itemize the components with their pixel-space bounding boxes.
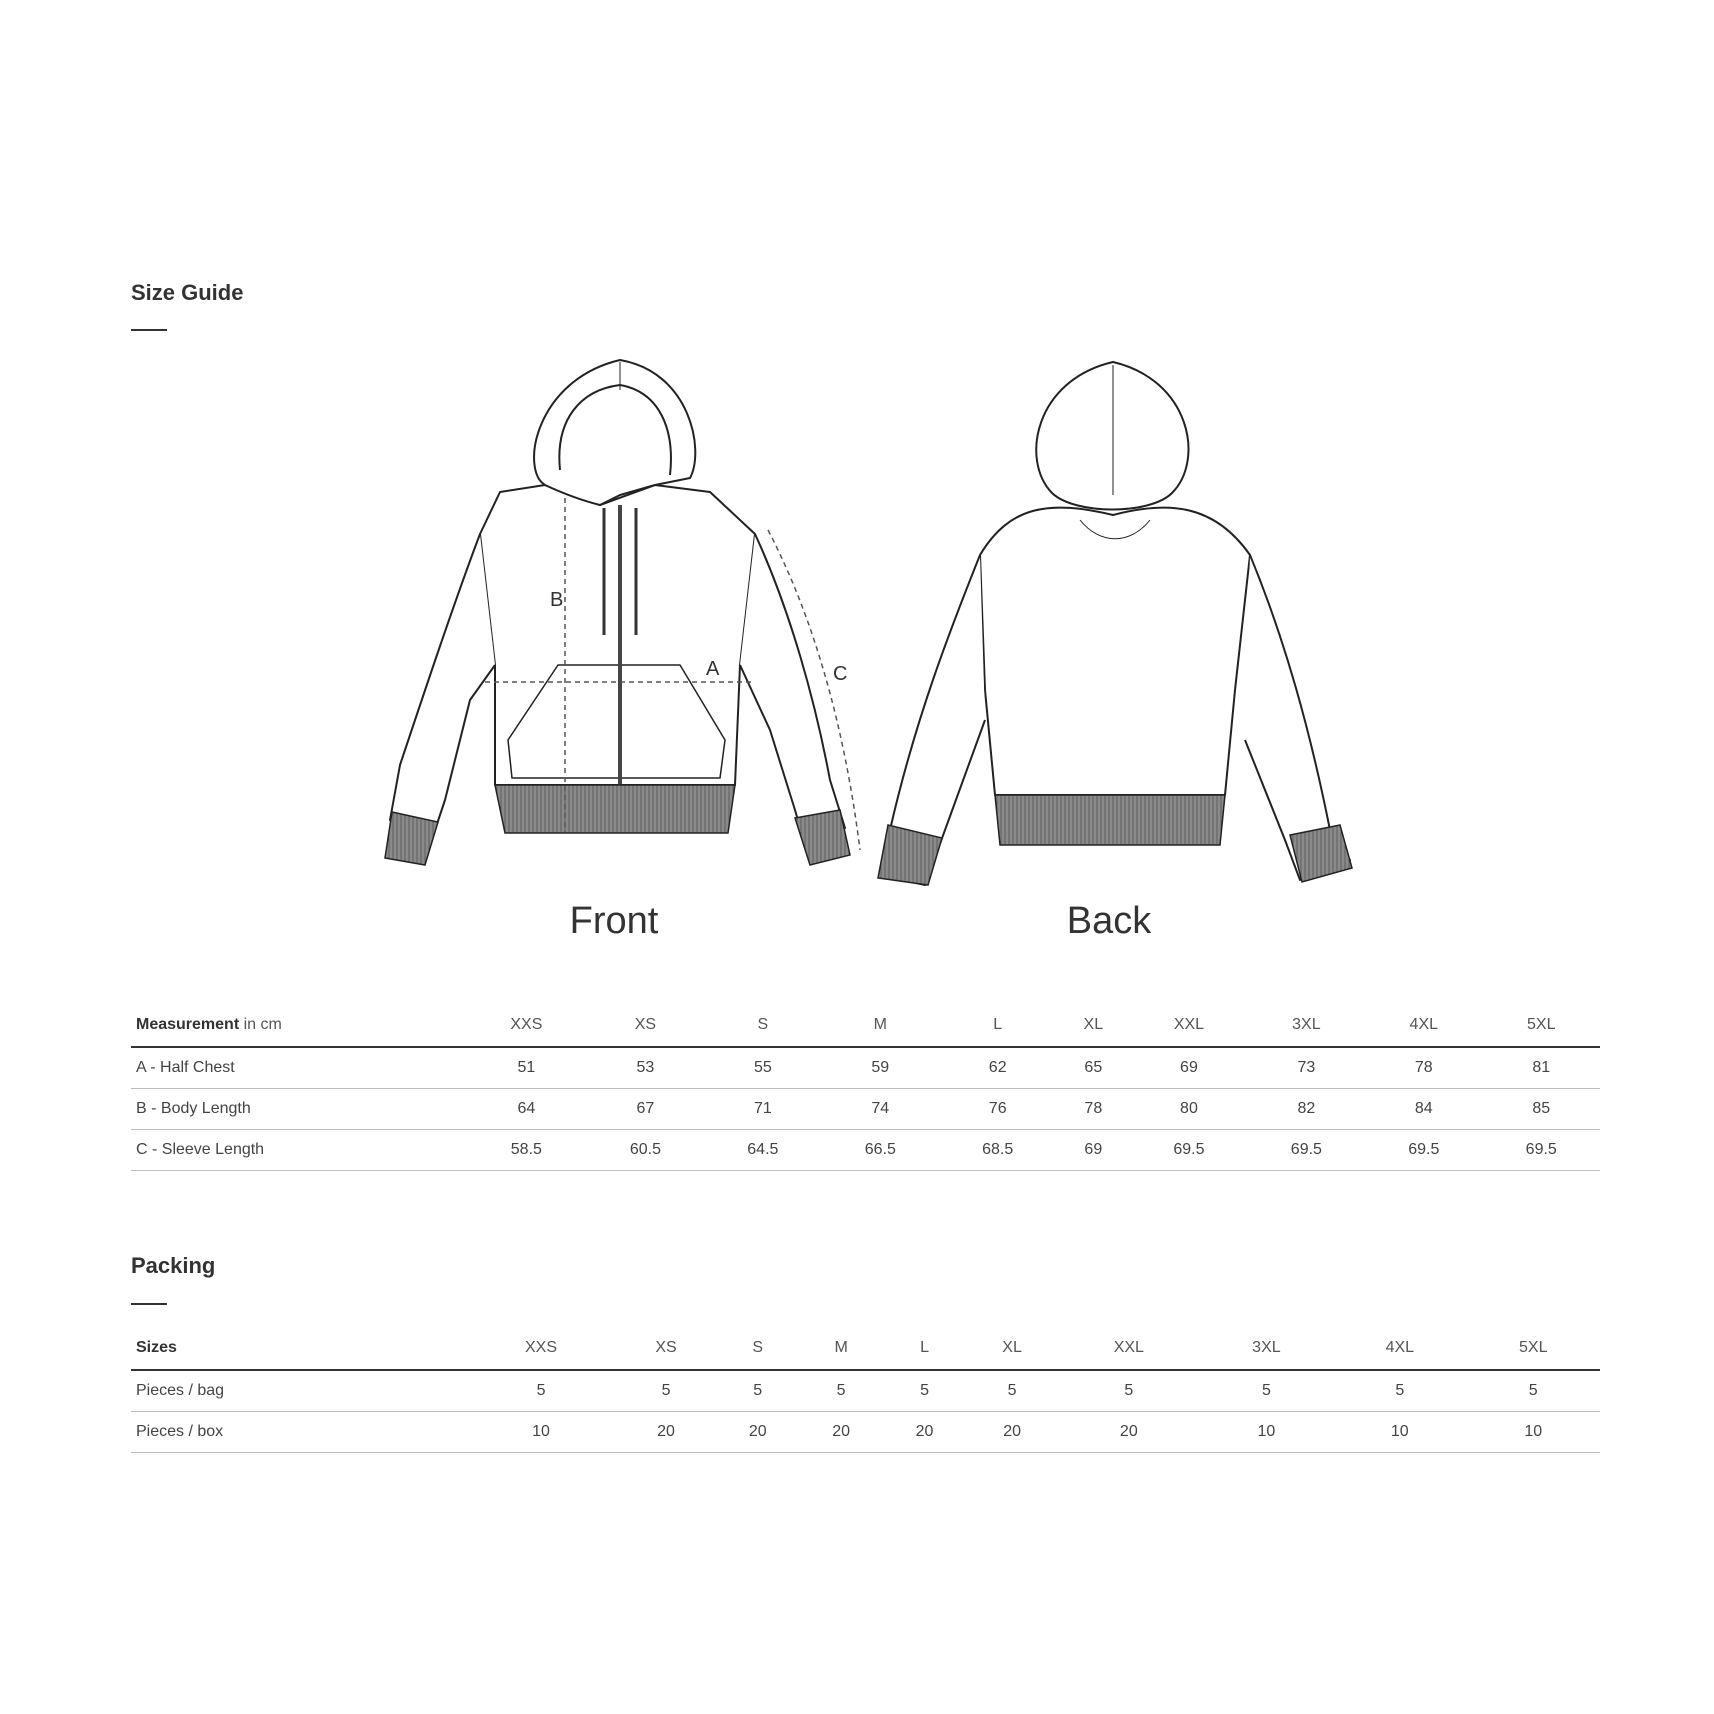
marker-a: A	[706, 658, 720, 680]
packing-header-row	[131, 1327, 1600, 1370]
table-cell: 59	[822, 1047, 939, 1089]
packing-title-underline	[131, 1303, 167, 1305]
table-cell: 58.5	[466, 1130, 587, 1171]
back-view-label: Back	[1066, 900, 1152, 942]
table-cell: 65	[1056, 1047, 1130, 1089]
table-row	[131, 1130, 1600, 1171]
table-cell: 20	[716, 1412, 799, 1453]
table-cell: 69.5	[1365, 1130, 1482, 1171]
table-cell: 10	[1467, 1412, 1600, 1453]
table-cell: 64.5	[704, 1130, 821, 1171]
hoodie-back-illustration	[865, 356, 1355, 886]
table-cell: 69.5	[1483, 1130, 1601, 1171]
front-right-cuff	[795, 810, 850, 865]
front-hem-rib	[495, 785, 735, 833]
table-cell: 69	[1056, 1130, 1130, 1171]
table-cell: 10	[466, 1412, 616, 1453]
row-label: Pieces / box	[131, 1412, 466, 1453]
size-col-header: S	[704, 1004, 821, 1047]
hoodie-front-illustration	[375, 356, 865, 876]
table-cell: 5	[466, 1370, 616, 1412]
table-cell: 82	[1248, 1089, 1365, 1130]
table-cell: 20	[799, 1412, 882, 1453]
table-cell: 53	[587, 1047, 704, 1089]
table-cell: 10	[1200, 1412, 1333, 1453]
table-cell: 78	[1365, 1047, 1482, 1089]
table-row	[131, 1089, 1600, 1130]
packing-table	[131, 1327, 1600, 1453]
row-label: A - Half Chest	[131, 1047, 466, 1089]
marker-b: B	[550, 589, 564, 611]
table-cell: 5	[1058, 1370, 1200, 1412]
table-cell: 51	[466, 1047, 587, 1089]
table-cell: 20	[883, 1412, 966, 1453]
size-col-header: M	[822, 1004, 939, 1047]
table-cell: 81	[1483, 1047, 1601, 1089]
row-label: C - Sleeve Length	[131, 1130, 466, 1171]
front-view-label: Front	[569, 900, 659, 942]
size-col-header: 4XL	[1333, 1327, 1466, 1370]
table-cell: 5	[616, 1370, 716, 1412]
table-cell: 78	[1056, 1089, 1130, 1130]
table-cell: 5	[716, 1370, 799, 1412]
table-cell: 85	[1483, 1089, 1601, 1130]
table-cell: 71	[704, 1089, 821, 1130]
size-col-header: XXL	[1058, 1327, 1200, 1370]
back-hem-rib	[995, 795, 1225, 845]
table-row	[131, 1047, 1600, 1089]
table-cell: 60.5	[587, 1130, 704, 1171]
table-cell: 66.5	[822, 1130, 939, 1171]
table-cell: 5	[883, 1370, 966, 1412]
marker-c: C	[833, 663, 848, 685]
front-left-cuff	[385, 812, 438, 865]
table-row	[131, 1412, 1600, 1453]
size-col-header: XL	[1056, 1004, 1130, 1047]
table-cell: 68.5	[939, 1130, 1056, 1171]
back-right-cuff	[1290, 825, 1352, 882]
size-col-header: XL	[966, 1327, 1058, 1370]
measurement-header-label: Measurement	[136, 1016, 240, 1033]
row-label: Pieces / bag	[131, 1370, 466, 1412]
size-guide-title: Size Guide	[131, 280, 244, 305]
table-cell: 5	[799, 1370, 882, 1412]
table-cell: 80	[1130, 1089, 1247, 1130]
measurement-unit-label: in cm	[239, 1016, 282, 1033]
size-col-header: M	[799, 1327, 882, 1370]
row-label: B - Body Length	[131, 1089, 466, 1130]
table-cell: 5	[966, 1370, 1058, 1412]
size-col-header: 5XL	[1483, 1004, 1601, 1047]
size-col-header: 3XL	[1200, 1327, 1333, 1370]
table-cell: 5	[1200, 1370, 1333, 1412]
table-row	[131, 1370, 1600, 1412]
table-cell: 69	[1130, 1047, 1247, 1089]
table-cell: 20	[1058, 1412, 1200, 1453]
table-cell: 67	[587, 1089, 704, 1130]
packing-header-label: Sizes	[131, 1327, 466, 1370]
size-col-header: XXS	[466, 1327, 616, 1370]
size-col-header: XS	[587, 1004, 704, 1047]
size-col-header: 3XL	[1248, 1004, 1365, 1047]
table-cell: 74	[822, 1089, 939, 1130]
measurement-header-cell	[131, 1004, 466, 1047]
size-col-header: S	[716, 1327, 799, 1370]
size-col-header: XXS	[466, 1004, 587, 1047]
table-cell: 55	[704, 1047, 821, 1089]
table-cell: 73	[1248, 1047, 1365, 1089]
table-cell: 10	[1333, 1412, 1466, 1453]
size-col-header: L	[883, 1327, 966, 1370]
table-cell: 76	[939, 1089, 1056, 1130]
size-col-header: XXL	[1130, 1004, 1247, 1047]
size-col-header: 5XL	[1467, 1327, 1600, 1370]
size-col-header: 4XL	[1365, 1004, 1482, 1047]
table-cell: 5	[1467, 1370, 1600, 1412]
size-guide-title-underline	[131, 329, 167, 331]
packing-title: Packing	[131, 1253, 216, 1278]
table-cell: 20	[616, 1412, 716, 1453]
measurement-table	[131, 1004, 1600, 1171]
table-cell: 84	[1365, 1089, 1482, 1130]
table-cell: 64	[466, 1089, 587, 1130]
table-cell: 69.5	[1130, 1130, 1247, 1171]
table-cell: 69.5	[1248, 1130, 1365, 1171]
size-col-header: L	[939, 1004, 1056, 1047]
table-cell: 20	[966, 1412, 1058, 1453]
table-cell: 62	[939, 1047, 1056, 1089]
size-col-header: XS	[616, 1327, 716, 1370]
table-cell: 5	[1333, 1370, 1466, 1412]
measurement-header-row	[131, 1004, 1600, 1047]
